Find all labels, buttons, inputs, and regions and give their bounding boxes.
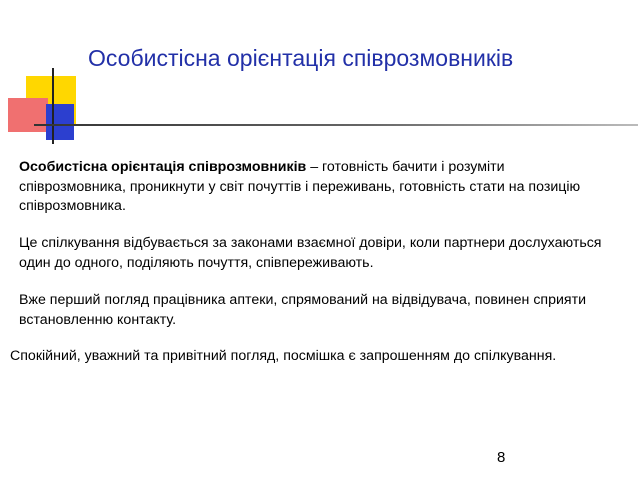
paragraph-trust: Це спілкування відбувається за законами взаємної довіри, коли партнери дослухаються один до одного, поділяють почуття, співпереживають. (19, 235, 602, 271)
definition-term: Особистісна орієнтація співрозмовників (19, 159, 307, 175)
decor-horizontal-rule (34, 124, 638, 126)
decor-red-square (8, 98, 48, 132)
decor-vertical-line (52, 68, 54, 144)
page-number: 8 (497, 449, 506, 466)
paragraph-first-look: Вже перший погляд працівника аптеки, спрямований на відвідувача, повинен сприяти встановленню контакту. (19, 292, 587, 328)
definition-text: – готовність бачити і розуміти співрозмовника, проникнути у світ почуттів і переживань, готовність стати на позицію співрозмовника. (19, 159, 581, 214)
slide-title: Особистісна орієнтація співрозмовників (88, 45, 514, 71)
paragraph-invitation: Спокійний, уважний та привітний погляд, посмішка є запрошенням до спілкування. (10, 348, 557, 364)
decor-blue-square (46, 104, 74, 140)
paragraph-definition (19, 158, 609, 217)
